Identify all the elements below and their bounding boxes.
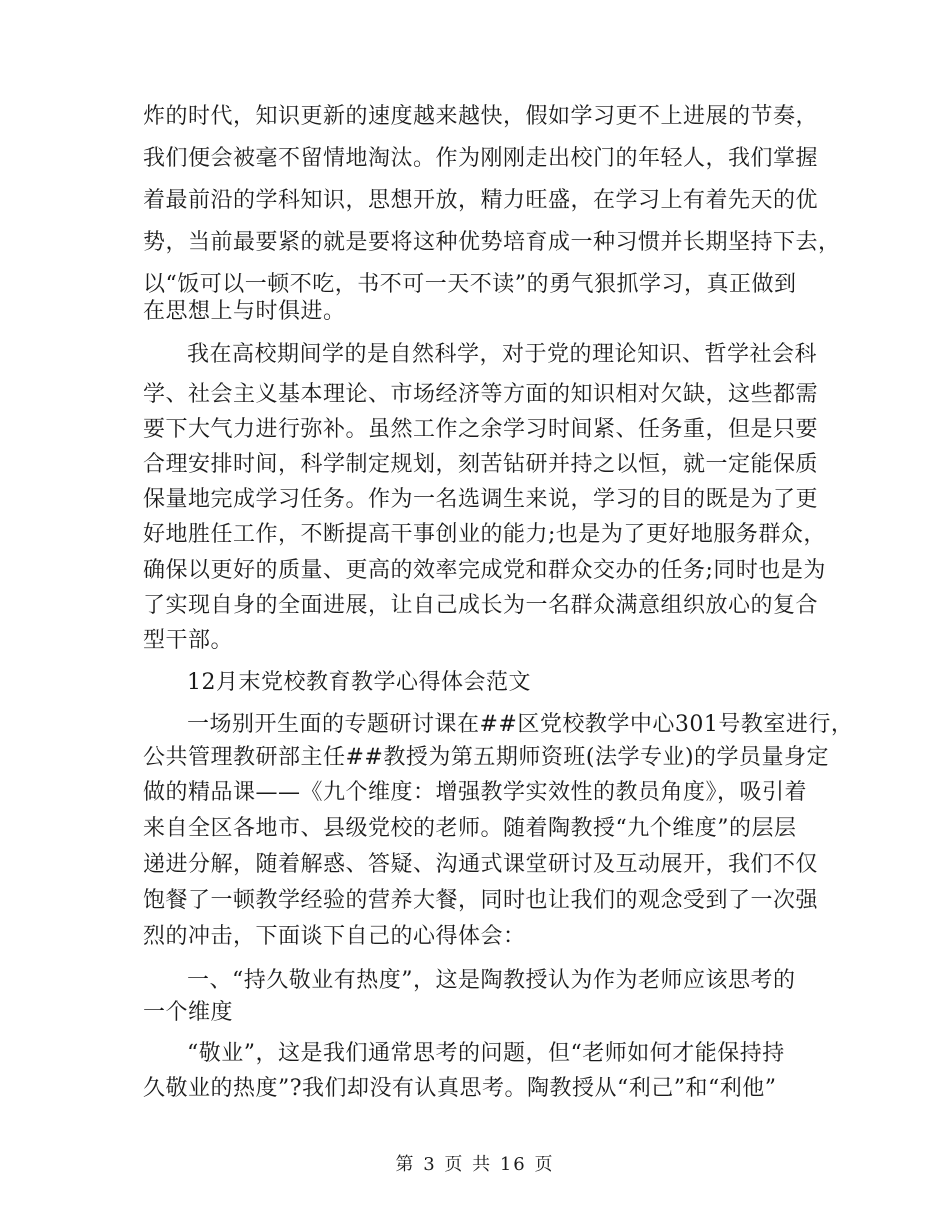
paragraph-start-line: “敬业”，这是我们通常思考的问题，但“老师如何才能保持持	[187, 1041, 785, 1066]
text-line: 着最前沿的学科知识，思想开放，精力旺盛，在学习上有着先天的优	[143, 188, 819, 213]
page-number-footer: 第 3 页 共 16 页	[395, 1154, 555, 1175]
text-line: 保量地完成学习任务。作为一名选调生来说，学习的目的既是为了更	[143, 487, 819, 512]
paragraph-start-line: 一、“持久敬业有热度”，这是陶教授认为作为老师应该思考的	[187, 968, 796, 993]
text-line: 好地胜任工作，不断提高干事创业的能力;也是为了更好地服务群众，	[143, 522, 826, 547]
text-line: 炸的时代，知识更新的速度越来越快，假如学习更不上进展的节奏，	[143, 104, 819, 129]
text-line: 型干部。	[143, 628, 234, 653]
text-line: 合理安排时间，科学制定规划，刻苦钻研并持之以恒，就一定能保质	[143, 452, 819, 477]
paragraph-start-line: 一场别开生面的专题研讨课在##区党校教学中心301号教室进行，	[187, 712, 854, 737]
text-line: 公共管理教研部主任##教授为第五期师资班(法学专业)的学员量身定	[143, 745, 830, 770]
text-line: 久敬业的热度”?我们却没有认真思考。陶教授从“利己”和“利他”	[143, 1076, 777, 1101]
text-line: 在思想上与时俱进。	[143, 299, 346, 324]
text-line: 势，当前最要紧的就是要将这种优势培育成一种习惯并长期坚持下去，	[143, 230, 841, 255]
text-line: 做的精品课——《九个维度：增强教学实效性的教员角度》，吸引着	[143, 780, 808, 805]
text-line: 确保以更好的质量、更高的效率完成党和群众交办的任务;同时也是为	[143, 558, 826, 583]
text-line: 以“饭可以一顿不吃，书不可一天不读”的勇气狠抓学习，真正做到	[143, 272, 797, 297]
text-line: 我们便会被毫不留情地淘汰。作为刚刚走出校门的年轻人，我们掌握	[143, 146, 819, 171]
paragraph-start-line: 我在高校期间学的是自然科学，对于党的理论知识、哲学社会科	[187, 342, 818, 367]
text-line: 来自全区各地市、县级党校的老师。随着陶教授“九个维度”的层层	[143, 816, 797, 841]
text-line: 了实现自身的全面进展，让自己成长为一名群众满意组织放心的复合	[143, 593, 819, 618]
text-line: 饱餐了一顿教学经验的营养大餐，同时也让我们的观念受到了一次强	[143, 888, 819, 913]
text-line: 递进分解，随着解惑、答疑、沟通式课堂研讨及互动展开，我们不仅	[143, 852, 819, 877]
text-line: 一个维度	[143, 1000, 234, 1025]
text-line: 学、社会主义基本理论、市场经济等方面的知识相对欠缺，这些都需	[143, 382, 819, 407]
section-heading: 12月末党校教育教学心得体会范文	[187, 670, 531, 695]
text-line: 要下大气力进行弥补。虽然工作之余学习时间紧、任务重，但是只要	[143, 417, 819, 442]
text-line: 烈的冲击，下面谈下自己的心得体会：	[143, 924, 526, 949]
